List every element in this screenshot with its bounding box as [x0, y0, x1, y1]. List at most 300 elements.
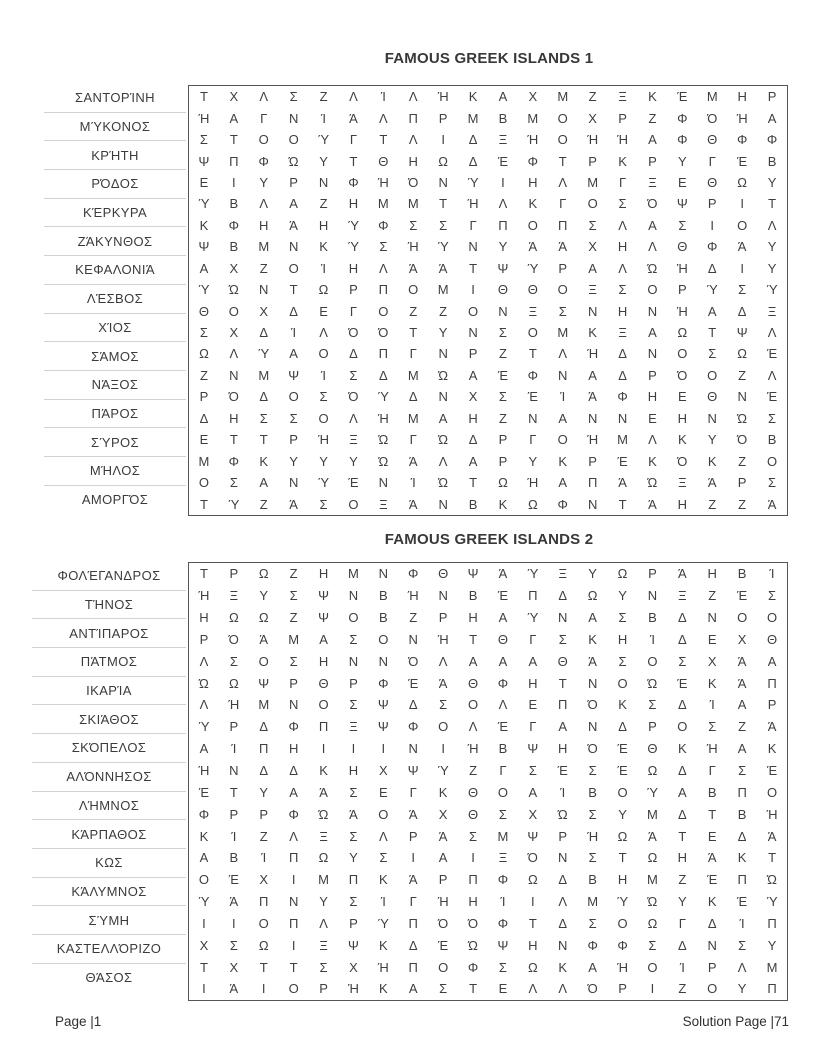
grid-letter: Ο	[557, 282, 568, 298]
grid-letter: Π	[767, 915, 777, 931]
grid-letter: Ι	[411, 850, 416, 866]
grid-letter: Β	[229, 239, 239, 255]
grid-letter: Χ	[199, 937, 209, 953]
grid-letter: Υ	[528, 453, 538, 469]
grid-letter: Ν	[378, 566, 389, 582]
grid-letter: Ώ	[647, 894, 658, 910]
grid-letter: Ή	[587, 346, 599, 362]
word-list-item: ΚΕΦΑΛΟΝΙΆ	[44, 255, 186, 284]
grid-letter: Ή	[467, 741, 479, 757]
grid-letter: Ί	[261, 850, 267, 866]
grid-letter: Ι	[501, 174, 505, 190]
grid-letter: Έ	[527, 389, 538, 405]
grid-letter: Ί	[709, 697, 715, 713]
grid-letter: Ύ	[347, 239, 359, 255]
grid-letter: Β	[737, 566, 747, 582]
puzzle-2-title: FAMOUS GREEK ISLANDS 2	[384, 531, 594, 548]
grid-letter: Δ	[707, 260, 717, 276]
grid-letter: Τ	[558, 675, 567, 691]
grid-letter: Κ	[498, 496, 508, 512]
grid-letter: Ν	[587, 410, 598, 426]
word-list-item: ΚΑΣΤΕΛΛΌΡΙΖΟ	[32, 934, 186, 963]
grid-letter: Ά	[289, 217, 298, 233]
grid-letter: Β	[379, 610, 388, 626]
grid-letter: Υ	[767, 937, 777, 953]
word-list-1	[44, 84, 186, 513]
grid-letter: Δ	[468, 432, 478, 448]
grid-letter: Ν	[498, 303, 508, 319]
grid-letter: Σ	[379, 850, 388, 866]
grid-letter: Ο	[707, 981, 718, 997]
grid-letter: Ι	[351, 741, 356, 757]
grid-letter: Ύ	[527, 566, 539, 582]
grid-letter: Φ	[378, 675, 389, 691]
grid-letter: Ω	[318, 282, 329, 298]
grid-letter: Α	[319, 631, 328, 647]
grid-letter: Ν	[558, 937, 568, 953]
grid-letter: Ά	[408, 872, 418, 888]
word-list-item: ΘΆΣΟΣ	[32, 963, 186, 992]
word-list-item: ΛΉΜΝΟΣ	[32, 791, 186, 820]
grid-letter: Ν	[468, 239, 478, 255]
grid-letter: Ά	[229, 981, 239, 997]
grid-letter: Ο	[318, 346, 329, 362]
grid-letter: Ή	[527, 475, 539, 491]
grid-letter: Π	[558, 217, 568, 233]
word-list-item: ΛΈΣΒΟΣ	[44, 284, 186, 313]
grid-letter: Ρ	[767, 697, 777, 713]
grid-letter: Β	[767, 432, 777, 448]
grid-letter: Ζ	[588, 89, 597, 105]
grid-letter: Η	[199, 610, 209, 626]
grid-letter: Σ	[588, 217, 597, 233]
grid-letter: Η	[408, 153, 418, 169]
grid-letter: Γ	[349, 303, 358, 319]
grid-letter: Η	[677, 850, 688, 866]
grid-letter: Β	[707, 784, 717, 800]
grid-letter: Ο	[766, 453, 778, 469]
grid-letter: Έ	[677, 675, 688, 691]
grid-letter: Τ	[439, 196, 448, 212]
grid-letter: Ζ	[259, 260, 268, 276]
puzzle-1-title: FAMOUS GREEK ISLANDS 1	[384, 50, 594, 67]
grid-letter: Ι	[740, 260, 744, 276]
grid-letter: Χ	[229, 89, 239, 105]
grid-letter: Ρ	[349, 915, 358, 931]
grid-letter: Ι	[261, 981, 266, 997]
grid-letter: Σ	[319, 389, 328, 405]
grid-letter: Τ	[618, 496, 627, 512]
grid-letter: Έ	[707, 872, 718, 888]
grid-letter: Λ	[528, 981, 538, 997]
grid-letter: Ψ	[527, 828, 539, 844]
grid-letter: Σ	[199, 325, 208, 341]
grid-letter: Π	[498, 217, 508, 233]
grid-letter: Ρ	[289, 174, 298, 190]
grid-letter: Τ	[469, 981, 478, 997]
grid-letter: Ώ	[647, 260, 658, 276]
grid-letter: Α	[737, 697, 747, 713]
grid-letter: Ά	[767, 719, 777, 735]
grid-letter: Λ	[319, 915, 328, 931]
grid-letter: Σ	[618, 282, 627, 298]
grid-letter: Ο	[318, 410, 329, 426]
grid-letter: Σ	[678, 217, 687, 233]
grid-letter: Ζ	[319, 89, 328, 105]
grid-letter: Λ	[259, 196, 269, 212]
grid-letter: Ρ	[648, 566, 657, 582]
grid-letter: Ύ	[766, 282, 778, 298]
grid-letter: Π	[318, 719, 329, 735]
grid-letter: Φ	[736, 132, 748, 148]
grid-letter: Π	[408, 959, 418, 975]
grid-letter: Θ	[467, 806, 479, 822]
grid-letter: Ι	[202, 981, 206, 997]
grid-letter: Ύ	[198, 282, 210, 298]
word-list-item: ΚΆΡΠΑΘΟΣ	[32, 819, 186, 848]
grid-letter: Φ	[378, 217, 389, 233]
grid-letter: Ν	[587, 675, 598, 691]
grid-letter: Ν	[408, 741, 418, 757]
grid-letter: Σ	[229, 475, 238, 491]
grid-letter: Σ	[738, 763, 747, 779]
grid-letter: Β	[229, 196, 239, 212]
grid-letter: Σ	[768, 410, 777, 426]
grid-letter: Ώ	[767, 872, 777, 888]
grid-letter: Ζ	[648, 110, 657, 126]
grid-letter: Η	[647, 389, 658, 405]
grid-letter: Γ	[349, 132, 358, 148]
grid-letter: Ώ	[737, 410, 748, 426]
grid-letter: Μ	[647, 872, 658, 888]
grid-letter: Ε	[319, 303, 328, 319]
grid-letter: Ά	[408, 806, 418, 822]
grid-letter: Ζ	[469, 763, 478, 779]
grid-letter: Ζ	[738, 453, 747, 469]
grid-letter: Χ	[528, 806, 538, 822]
grid-letter: Ί	[739, 915, 745, 931]
grid-letter: Φ	[527, 153, 539, 169]
grid-letter: Ο	[438, 719, 449, 735]
grid-letter: Ο	[557, 110, 568, 126]
grid-letter: Η	[318, 566, 329, 582]
grid-letter: Ρ	[229, 806, 239, 822]
grid-letter: Ζ	[289, 566, 298, 582]
grid-letter: Τ	[199, 566, 208, 582]
grid-letter: Ο	[737, 217, 748, 233]
grid-letter: Λ	[379, 260, 388, 276]
grid-letter: Σ	[528, 763, 537, 779]
grid-letter: Φ	[348, 174, 359, 190]
grid-letter: Θ	[497, 282, 508, 298]
grid-letter: Ξ	[319, 828, 328, 844]
grid-letter: Κ	[678, 741, 687, 757]
grid-letter: Φ	[677, 132, 688, 148]
grid-letter: Η	[318, 217, 329, 233]
grid-letter: Α	[259, 475, 269, 491]
grid-letter: Θ	[766, 631, 778, 647]
grid-letter: Δ	[259, 763, 269, 779]
grid-letter: Μ	[258, 367, 270, 383]
grid-letter: Ο	[408, 282, 419, 298]
grid-letter: Ά	[618, 475, 627, 491]
word-list-item: ΧΊΟΣ	[44, 313, 186, 342]
grid-letter: Ν	[438, 588, 448, 604]
grid-letter: Σ	[498, 959, 507, 975]
grid-letter: Ξ	[349, 719, 358, 735]
grid-letter: Ύ	[317, 132, 330, 148]
grid-letter: Θ	[438, 566, 449, 582]
grid-letter: Σ	[708, 346, 717, 362]
grid-letter: Ά	[438, 260, 448, 276]
grid-letter: Ψ	[527, 741, 539, 757]
grid-letter: Τ	[229, 132, 238, 148]
grid-letter: Ά	[588, 389, 597, 405]
grid-letter: Ώ	[378, 453, 389, 469]
grid-letter: Έ	[497, 153, 509, 169]
grid-letter: Φ	[527, 367, 539, 383]
grid-letter: Π	[767, 675, 777, 691]
grid-letter: Ί	[410, 475, 416, 491]
grid-letter: Ι	[650, 981, 655, 997]
grid-letter: Ε	[648, 410, 657, 426]
grid-letter: Ν	[288, 110, 299, 126]
grid-letter: Α	[289, 346, 298, 362]
grid-letter: Τ	[199, 959, 208, 975]
grid-letter: Η	[617, 303, 628, 319]
grid-letter: Ω	[527, 496, 538, 512]
grid-letter: Ω	[527, 872, 538, 888]
grid-letter: Α	[498, 653, 508, 669]
grid-letter: Ο	[378, 303, 389, 319]
grid-letter: Ν	[288, 894, 299, 910]
grid-letter: Μ	[318, 872, 329, 888]
grid-letter: Τ	[229, 784, 238, 800]
grid-letter: Α	[707, 303, 717, 319]
grid-letter: Ι	[441, 741, 445, 757]
grid-letter: Ή	[527, 132, 539, 148]
grid-letter: Κ	[528, 196, 538, 212]
grid-letter: Θ	[497, 631, 508, 647]
grid-letter: Ή	[407, 588, 419, 604]
grid-letter: Τ	[469, 260, 478, 276]
grid-letter: Ά	[737, 653, 747, 669]
grid-letter: Δ	[678, 697, 687, 713]
grid-letter: Υ	[349, 453, 358, 469]
grid-letter: Α	[229, 110, 239, 126]
grid-letter: Ω	[199, 346, 209, 362]
grid-letter: Β	[468, 588, 478, 604]
grid-letter: Λ	[379, 828, 388, 844]
grid-letter: Ζ	[498, 410, 507, 426]
grid-letter: Ά	[408, 260, 418, 276]
grid-letter: Σ	[289, 410, 298, 426]
grid-letter: Δ	[558, 915, 568, 931]
grid-letter: Ί	[321, 260, 327, 276]
grid-letter: Α	[558, 410, 568, 426]
grid-letter: Ή	[587, 132, 599, 148]
grid-letter: Ψ	[676, 196, 688, 212]
grid-letter: Η	[348, 196, 359, 212]
grid-letter: Γ	[708, 763, 716, 779]
grid-letter: Ύ	[377, 389, 389, 405]
grid-letter: Υ	[767, 260, 777, 276]
grid-letter: Β	[648, 610, 657, 626]
grid-letter: Ν	[438, 174, 448, 190]
grid-letter: Ω	[258, 566, 269, 582]
grid-letter: Η	[617, 872, 628, 888]
grid-letter: Σ	[439, 697, 448, 713]
grid-letter: Λ	[618, 217, 627, 233]
grid-letter: Ό	[228, 389, 239, 405]
grid-letter: Έ	[438, 937, 449, 953]
grid-letter: Ώ	[438, 367, 449, 383]
grid-letter: Σ	[439, 217, 448, 233]
grid-letter: Σ	[319, 959, 328, 975]
grid-letter: Σ	[469, 828, 478, 844]
grid-letter: Η	[468, 610, 478, 626]
grid-letter: Ρ	[767, 89, 777, 105]
grid-letter: Ά	[498, 566, 508, 582]
grid-letter: Ώ	[557, 806, 568, 822]
grid-letter: Η	[348, 763, 359, 779]
word-list-item: ΑΝΤΊΠΑΡΟΣ	[32, 618, 186, 647]
grid-letter: Ώ	[438, 432, 449, 448]
grid-letter: Α	[648, 325, 657, 341]
grid-letter: Υ	[678, 894, 687, 910]
grid-letter: Ό	[707, 110, 718, 126]
grid-letter: Τ	[349, 153, 358, 169]
grid-letter: Η	[617, 631, 628, 647]
grid-letter: Μ	[348, 566, 359, 582]
grid-letter: Δ	[678, 610, 687, 626]
grid-letter: Έ	[737, 588, 748, 604]
grid-letter: Υ	[349, 850, 358, 866]
grid-letter: Λ	[468, 719, 478, 735]
word-list-item: ΚΈΡΚΥΡΑ	[44, 198, 186, 227]
grid-letter: Ε	[678, 174, 687, 190]
grid-letter: Α	[588, 959, 597, 975]
grid-letter: Ω	[737, 174, 747, 190]
grid-letter: Β	[379, 588, 388, 604]
grid-letter: Κ	[379, 872, 388, 888]
grid-letter: Ν	[318, 174, 329, 190]
grid-letter: Γ	[409, 432, 417, 448]
grid-letter: Έ	[766, 346, 778, 362]
grid-letter: Δ	[468, 153, 478, 169]
grid-letter: Ε	[678, 389, 687, 405]
grid-letter: Ψ	[377, 697, 389, 713]
grid-letter: Η	[259, 217, 269, 233]
grid-letter: Ο	[467, 303, 479, 319]
grid-letter: Α	[648, 132, 657, 148]
grid-letter: Ο	[378, 806, 389, 822]
grid-letter: Ψ	[407, 763, 419, 779]
grid-letter: Ό	[737, 432, 748, 448]
grid-letter: Ί	[679, 959, 685, 975]
grid-letter: Ν	[528, 410, 538, 426]
grid-letter: Η	[617, 239, 628, 255]
grid-letter: Κ	[319, 239, 328, 255]
grid-letter: Φ	[198, 806, 210, 822]
grid-letter: Ν	[707, 937, 717, 953]
grid-letter: Ύ	[646, 784, 658, 800]
grid-letter: Σ	[379, 239, 388, 255]
grid-letter: Ω	[228, 610, 239, 626]
grid-letter: Δ	[618, 346, 627, 362]
grid-letter: Δ	[618, 367, 627, 383]
grid-letter: Λ	[349, 89, 358, 105]
grid-letter: Π	[408, 915, 418, 931]
grid-letter: Π	[528, 588, 538, 604]
grid-letter: Σ	[648, 697, 657, 713]
grid-letter: Ό	[587, 697, 598, 713]
grid-letter: Σ	[768, 588, 777, 604]
grid-letter: Σ	[558, 303, 567, 319]
grid-letter: Ο	[766, 784, 778, 800]
grid-letter: Β	[737, 806, 747, 822]
grid-letter: Π	[378, 282, 389, 298]
grid-letter: Υ	[289, 453, 298, 469]
grid-letter: Α	[199, 850, 209, 866]
grid-letter: Ά	[349, 806, 358, 822]
word-list-item: ΠΆΡΟΣ	[44, 399, 186, 428]
grid-letter: Ά	[438, 828, 448, 844]
grid-letter: Ή	[736, 110, 748, 126]
grid-letter: Ζ	[738, 496, 747, 512]
grid-letter: Ψ	[497, 260, 509, 276]
grid-letter: Η	[528, 675, 538, 691]
grid-letter: Φ	[497, 915, 509, 931]
grid-letter: Ί	[560, 389, 566, 405]
grid-letter: Ά	[707, 850, 717, 866]
grid-letter: Κ	[588, 325, 597, 341]
grid-letter: Α	[199, 260, 209, 276]
grid-letter: Ε	[528, 697, 538, 713]
grid-letter: Π	[378, 346, 389, 362]
grid-letter: Κ	[648, 89, 657, 105]
grid-letter: Γ	[618, 174, 627, 190]
grid-letter: Λ	[498, 697, 508, 713]
grid-letter: Η	[677, 496, 688, 512]
grid-letter: Ώ	[378, 432, 389, 448]
grid-letter: Ε	[498, 981, 508, 997]
grid-letter: Σ	[349, 828, 358, 844]
grid-letter: Έ	[198, 784, 210, 800]
grid-letter: Χ	[259, 872, 269, 888]
grid-letter: Υ	[707, 432, 717, 448]
word-list-item: ΙΚΑΡΊΑ	[32, 676, 186, 705]
grid-letter: Τ	[708, 325, 717, 341]
grid-letter: Φ	[557, 496, 568, 512]
grid-letter: Ι	[441, 132, 445, 148]
grid-letter: Έ	[557, 763, 568, 779]
grid-letter: Λ	[558, 346, 568, 362]
grid-letter: Ό	[348, 389, 359, 405]
grid-letter: Ό	[408, 653, 419, 669]
grid-letter: Ά	[289, 496, 298, 512]
grid-letter: Χ	[229, 260, 239, 276]
grid-letter: Ρ	[558, 828, 568, 844]
grid-letter: Τ	[259, 432, 268, 448]
grid-letter: Α	[468, 453, 478, 469]
grid-letter: Θ	[707, 389, 718, 405]
grid-letter: Π	[468, 872, 478, 888]
grid-letter: Σ	[588, 915, 597, 931]
grid-letter: Ή	[706, 741, 718, 757]
grid-letter: Τ	[379, 132, 388, 148]
word-list-item: ΣΎΡΟΣ	[44, 427, 186, 456]
